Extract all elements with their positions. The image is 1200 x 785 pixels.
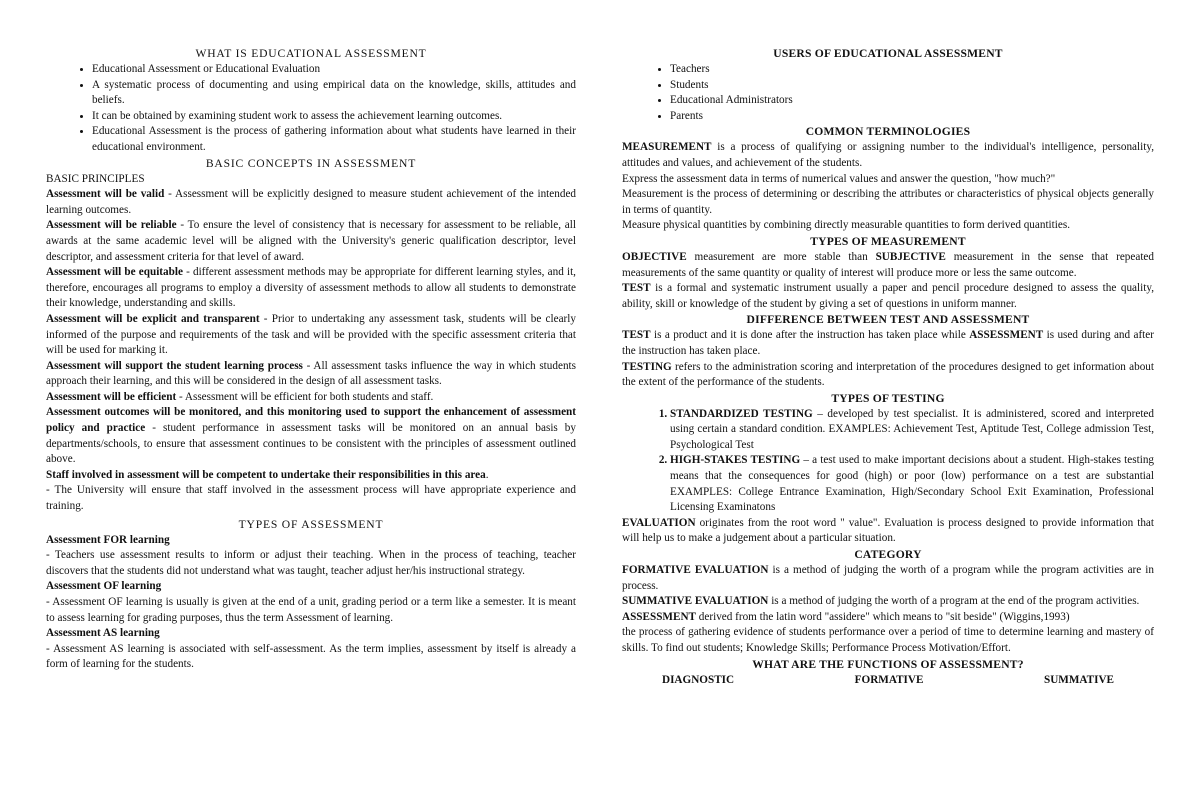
principle-text: . — [485, 468, 489, 481]
test-term: TEST — [622, 329, 651, 342]
principle-paragraph — [46, 265, 576, 312]
testing-types-list — [622, 407, 1154, 516]
section-title-difference: DIFFERENCE BETWEEN TEST AND ASSESSMENT — [746, 313, 1030, 327]
principle-paragraph — [46, 405, 576, 467]
section-title-what-is-assessment: WHAT IS EDUCATIONAL ASSESSMENT — [195, 47, 427, 60]
difference-text-tail: is used during and after the instruction has taken place. — [622, 329, 1154, 357]
subjective-term: SUBJECTIVE — [875, 250, 946, 263]
assessment-type-heading — [46, 533, 576, 549]
section-title-types-of-measurement: TYPES OF MEASUREMENT — [810, 234, 966, 248]
principle-heading: Assessment will be valid — [46, 188, 165, 201]
principle-heading: Assessment outcomes will be monitored, and this monitoring used to support the enhancement of assessment policy and practice — [46, 406, 576, 435]
assessment-line: the process of gathering evidence of students performance over a period of time to determine learning and mastery of skills. To find out students; Knowledge Skills; Performance Process Motivation/Effort. — [622, 626, 1154, 654]
assessment-type-text: - Assessment OF learning is usually is given at the end of a unit, grading period or a term like a semester. It is meant to assess learning for grading purposes, thus the term Assessment of learning. — [46, 596, 576, 624]
function-formative: FORMATIVE — [854, 673, 924, 686]
principle-heading: Staff involved in assessment will be competent to undertake their responsibilities in this area — [46, 468, 486, 481]
principle-paragraph — [46, 359, 576, 390]
assessment-of-learning-heading: Assessment OF learning — [46, 580, 162, 593]
section-title-basic-concepts: BASIC CONCEPTS IN ASSESSMENT — [205, 156, 417, 170]
principle-paragraph — [46, 187, 576, 218]
difference-text: is a product and it is done after the instruction has taken place while — [650, 329, 970, 342]
difference-paragraph — [622, 328, 1154, 359]
test-term: TEST — [622, 282, 651, 295]
staff-note: - The University will ensure that staff involved in the assessment process will have appropriate experience and training. — [46, 484, 576, 513]
testing-paragraph — [622, 360, 1154, 391]
function-summative: SUMMATIVE — [1043, 673, 1114, 686]
standardized-testing-text: – developed by test specialist. It is administered, scored and interpreted using certain a standard condition. EXAMPLES: Achievement Test, Aptitude Test, College admission Test, Psychological Test — [670, 407, 1154, 451]
test-paragraph — [622, 281, 1154, 312]
principle-paragraph — [46, 312, 576, 359]
principle-text: - All assessment tasks influence the way in which students approach their learning, and this will be considered in the design of all assessment tasks. — [46, 359, 576, 388]
principle-heading: Assessment will be reliable — [46, 219, 177, 232]
principle-heading: Assessment will support the student learning process — [46, 359, 303, 372]
principle-text: - Prior to undertaking any assessment task, students will be clearly informed of the purpose and requirements of the task and will be provided with the specific assessment criteria that will be used for marking it. — [46, 312, 576, 357]
measurement-line: Measurement is the process of determining or describing the attributes or characteristics of physical objects generally in terms of quantity. — [622, 188, 1154, 216]
section-title-types-of-testing: TYPES OF TESTING — [831, 391, 945, 405]
list-item: • Educational Administrators — [670, 93, 1154, 109]
what-is-bullets — [46, 62, 576, 156]
measurement-line: Express the assessment data in terms of numerical values and answer the question, "how much?" — [622, 172, 1056, 185]
summative-term: SUMMATIVE EVALUATION — [622, 595, 769, 608]
principle-paragraph — [46, 390, 576, 406]
list-item — [670, 453, 1154, 515]
assessment-for-learning-heading: Assessment FOR learning — [46, 533, 170, 546]
testing-term: TESTING — [622, 360, 672, 373]
list-item: • A systematic process of documenting and using empirical data on the knowledge, skills, attitudes and beliefs. — [92, 78, 576, 109]
objective-term: OBJECTIVE — [622, 250, 687, 263]
assessment-type-text: - Teachers use assessment results to inform or adjust their teaching. When in the process of teaching, teacher discovers that the students did not understand what was taught, teacher adjust her/his instructional strategy. — [46, 549, 576, 577]
summative-definition: is a method of judging the worth of a program at the end of the program activities. — [768, 595, 1140, 608]
evaluation-term: EVALUATION — [622, 516, 696, 529]
measurement-line: Measure physical quantities by combining directly measurable quantities to form derived quantities. — [622, 219, 1071, 232]
users-list — [622, 62, 1154, 124]
assessment-type-text: - Assessment AS learning is associated with self-assessment. As the term implies, assessment by itself is already a form of learning for the students. — [46, 642, 576, 671]
principle-text: - Assessment will be explicitly designed to measure student achievement of the intended learning outcomes. — [46, 188, 577, 216]
basic-principles-label: BASIC PRINCIPLES — [46, 172, 145, 185]
principle-text: - To ensure the level of consistency that is necessary for assessment to be reliable, all awards at the same academic level will be aligned with the University's generic qualification descriptor, level descriptor, and assessment criteria for that level of award. — [46, 219, 576, 263]
principle-heading: Assessment will be equitable — [46, 266, 183, 279]
objective-paragraph — [622, 250, 1154, 281]
evaluation-paragraph — [622, 516, 1154, 547]
measurement-term: MEASUREMENT — [622, 141, 712, 154]
list-item: • It can be obtained by examining student work to assess the achievement learning outcomes. — [92, 109, 576, 125]
list-item — [670, 407, 1154, 454]
measurement-paragraph — [622, 140, 1154, 171]
assessment-definition: derived from the latin word "assidere" which means to "sit beside" (Wiggins,1993) — [696, 610, 1070, 623]
high-stakes-testing-term: HIGH-STAKES TESTING — [670, 454, 801, 467]
principle-paragraph — [46, 218, 576, 265]
assessment-term: ASSESSMENT — [622, 610, 696, 623]
section-title-functions: WHAT ARE THE FUNCTIONS OF ASSESSMENT? — [752, 657, 1024, 671]
list-item: • Students — [670, 78, 1154, 94]
assessment-term: ASSESSMENT — [969, 329, 1044, 342]
list-item: • Teachers — [670, 62, 1154, 78]
functions-row — [622, 673, 1154, 689]
principle-text: - student performance in assessment tasks will be monitored on an annual basis by departments/schools, to ensure that assessment continues to be consistent with the principles of assessment outlined above. — [46, 422, 576, 466]
principle-text: - different assessment methods may be appropriate for different learning styles, and it, therefore, encourages all programs to employ a diversity of assessment methods to allow all students to demonstrate their knowledge, understanding and skills. — [46, 266, 576, 310]
formative-term: FORMATIVE EVALUATION — [622, 564, 769, 577]
list-item: • Educational Assessment or Educational Evaluation — [92, 62, 576, 78]
evaluation-definition: originates from the root word " value". Evaluation is process designed to provide information that will help us to make a judgement about a particular situation. — [622, 516, 1154, 545]
measurement-definition: is a process of qualifying or assigning number to the individual's intelligence, personality, attitudes and values, and achievement of the students. — [622, 141, 1154, 169]
principle-heading: Assessment will be explicit and transparent — [46, 312, 260, 325]
principle-heading: Assessment will be efficient — [46, 390, 177, 403]
testing-definition: refers to the administration scoring and interpretation of the procedures designed to get information about the extent of the performance of the students. — [622, 360, 1154, 389]
principle-paragraph — [46, 468, 576, 484]
list-item: • Parents — [670, 109, 1154, 125]
assessment-as-learning-heading: Assessment AS learning — [46, 627, 160, 640]
summative-paragraph — [622, 594, 1154, 610]
assessment-paragraph — [622, 610, 1154, 626]
standardized-testing-term: STANDARDIZED TESTING — [670, 407, 813, 420]
test-definition: is a formal and systematic instrument usually a paper and pencil procedure designed to assess the quality, ability, skill or knowledge of the student by giving a set of questions in uniform manner. — [622, 282, 1154, 310]
section-title-common-terminologies: COMMON TERMINOLOGIES — [805, 125, 971, 139]
left-column — [46, 46, 576, 673]
assessment-type-heading — [46, 626, 576, 642]
objective-text: measurement are more stable than — [686, 250, 876, 263]
right-column — [622, 46, 1154, 688]
section-title-category: CATEGORY — [854, 548, 922, 562]
section-title-types-of-assessment: TYPES OF ASSESSMENT — [238, 517, 384, 531]
function-diagnostic: DIAGNOSTIC — [662, 673, 735, 686]
assessment-type-heading — [46, 579, 576, 595]
high-stakes-testing-text: – a test used to make important decisions about a student. High-stakes testing means that the consequences for good (high) or poor (low) performance on a test are substantial EXAMPLES: College Entrance Examination, High/Secondary School Exit Examination, Professional Licensing Examinatons — [670, 454, 1155, 514]
principle-text: - Assessment will be efficient for both students and staff. — [176, 390, 434, 403]
list-item: • Educational Assessment is the process of gathering information about what students have learned in their educational environment. — [92, 124, 576, 155]
section-title-users: USERS OF EDUCATIONAL ASSESSMENT — [773, 47, 1003, 60]
objective-text-tail: measurement in the sense that repeated measurements of the same quantity or quality of interest will produce more or less the same outcome. — [622, 250, 1154, 279]
formative-definition: is a method of judging the worth of a program while the program activities are in process. — [622, 564, 1154, 592]
formative-paragraph — [622, 563, 1154, 594]
